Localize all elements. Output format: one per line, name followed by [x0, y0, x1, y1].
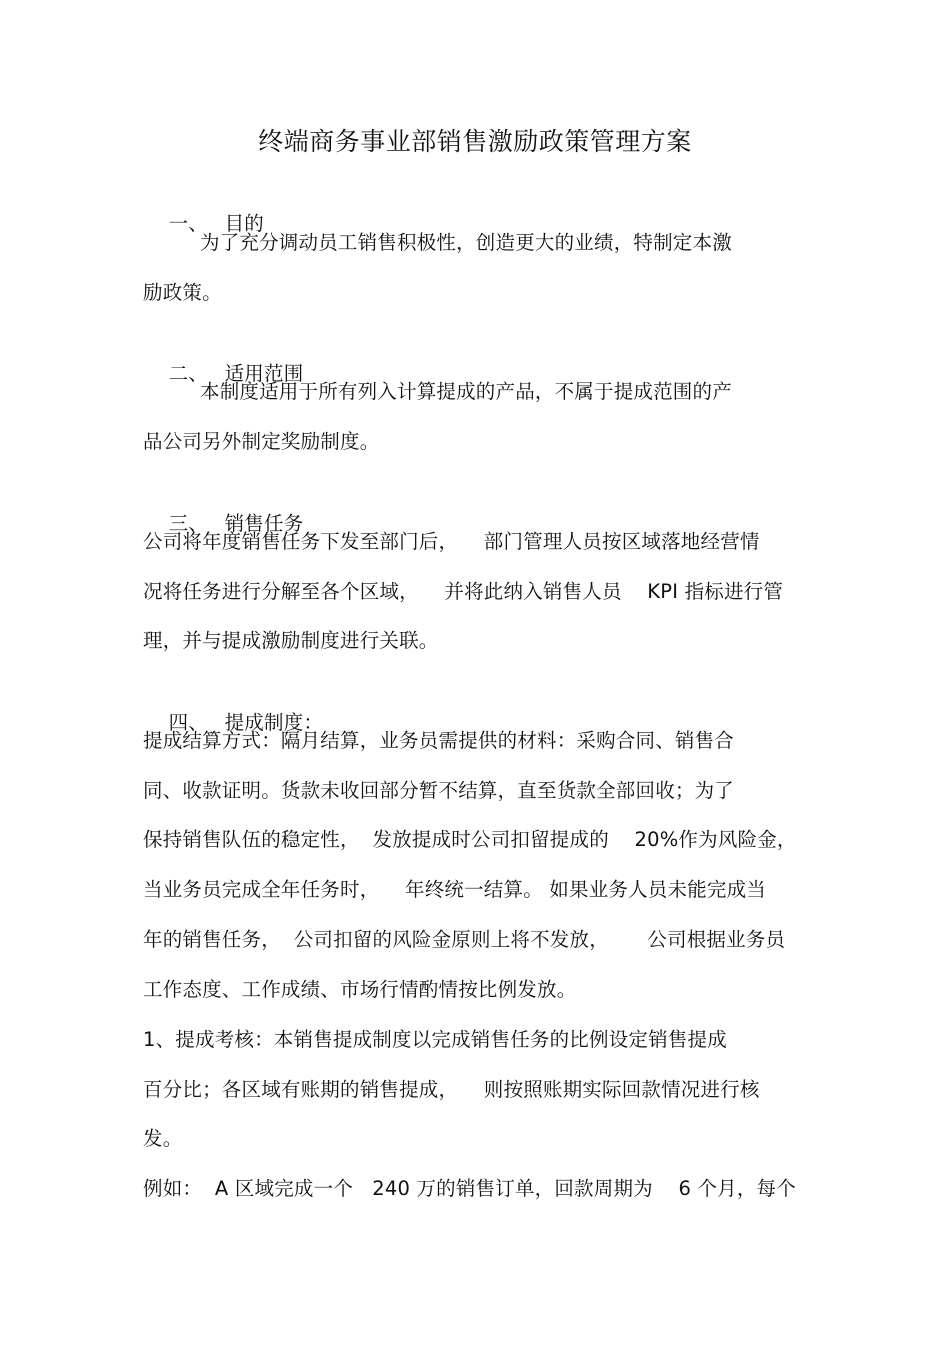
paragraph-line: 励政策。	[143, 281, 222, 304]
paragraph-line: 同、收款证明。货款未收回部分暂不结算，直至货款全部回收；为了	[143, 779, 735, 802]
section-title: 适用范围	[224, 362, 304, 385]
section-number: 一、	[168, 212, 209, 235]
paragraph-line: 品公司另外制定奖励制度。	[143, 430, 380, 453]
paragraph-line: 当业务员完成全年任务时， 年终统一结算。 如果业务人员未能完成当	[143, 878, 766, 901]
paragraph-line: 1、提成考核：本销售提成制度以完成销售任务的比例设定销售提成	[143, 1028, 727, 1051]
section-number: 四、	[168, 711, 209, 734]
paragraph-line: 保持销售队伍的稳定性， 发放提成时公司扣留提成的 20%作为风险金，	[143, 828, 797, 851]
paragraph-line: 本制度适用于所有列入计算提成的产品，不属于提成范围的产	[200, 380, 732, 403]
paragraph-line: 为了充分调动员工销售积极性，创造更大的业绩，特制定本激	[200, 231, 732, 254]
paragraph-line: 理，并与提成激励制度进行关联。	[143, 629, 439, 652]
section-title: 销售任务	[224, 512, 304, 535]
paragraph-line: 年的销售任务， 公司扣留的风险金原则上将不发放， 公司根据业务员	[143, 928, 786, 951]
section-number: 二、	[168, 362, 209, 385]
paragraph-line: 例如： A 区域完成一个 240 万的销售订单，回款周期为 6 个月，每个	[143, 1177, 796, 1200]
section-title: 提成制度：	[224, 711, 324, 734]
paragraph-line: 发。	[143, 1127, 183, 1150]
section-title: 目的	[224, 212, 265, 235]
paragraph-line: 百分比；各区域有账期的销售提成， 则按照账期实际回款情况进行核	[143, 1078, 760, 1101]
section-number: 三、	[168, 512, 209, 535]
document-title: 终端商务事业部销售激励政策管理方案	[258, 127, 692, 156]
paragraph-line: 公司将年度销售任务下发至部门后， 部门管理人员按区域落地经营情	[143, 530, 760, 553]
paragraph-line: 况将任务进行分解至各个区域， 并将此纳入销售人员 KPI 指标进行管	[143, 580, 784, 603]
paragraph-line: 工作态度、工作成绩、市场行情酌情按比例发放。	[143, 978, 577, 1001]
paragraph-line: 提成结算方式：隔月结算，业务员需提供的材料：采购合同、销售合	[143, 729, 735, 752]
